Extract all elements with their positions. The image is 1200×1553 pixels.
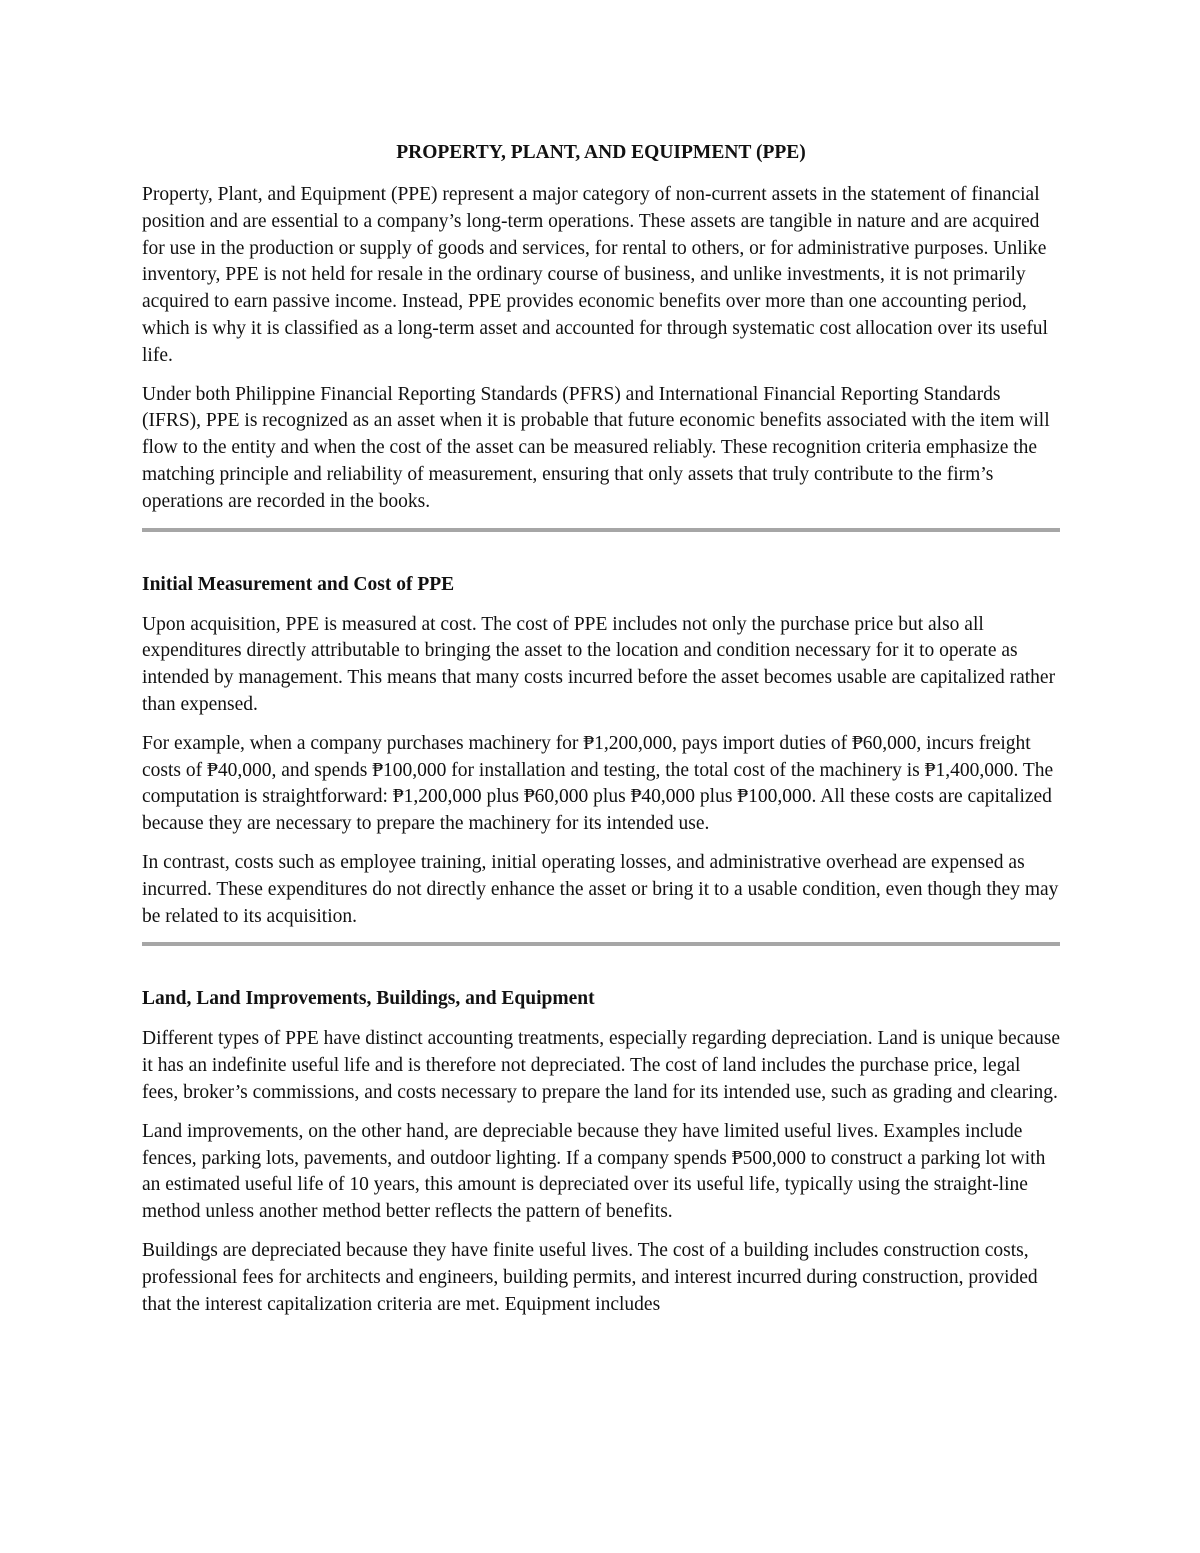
section-heading-initial-measurement: Initial Measurement and Cost of PPE	[142, 573, 455, 595]
document-body	[142, 140, 1060, 1330]
section-1-paragraph-2: For example, when a company purchases machinery for ₱1,200,000, pays import duties of ₱60,000, incurs freight costs of ₱40,000, and spends ₱100,000 for installation and testing, the total cost of the machinery is ₱1,400,000. The computation is straightforward: ₱1,200,000 plus ₱60,000 plus ₱40,000 plus ₱100,000. All these costs are capitalized because they are necessary to prepare the machinery for its intended use.	[142, 732, 1054, 835]
section-heading-land-buildings-equipment: Land, Land Improvements, Buildings, and Equipment	[142, 988, 595, 1010]
section-2-paragraph-2: Land improvements, on the other hand, are depreciable because they have limited useful lives. Examples include fences, parking lots, pavements, and outdoor lighting. If a company spends ₱500,000 to construct a parking lot with an estimated useful life of 10 years, this amount is depreciated over its useful life, typically using the straight-line method unless another method better reflects the pattern of benefits.	[142, 1120, 1046, 1223]
document-title: PROPERTY, PLANT, AND EQUIPMENT (PPE)	[396, 142, 806, 163]
section-1-paragraph-3: In contrast, costs such as employee training, initial operating losses, and administrative overhead are expensed as incurred. These expenditures do not directly enhance the asset or bring it to a usable condition, even though they may be related to its acquisition.	[142, 851, 1059, 927]
section-2-paragraph-1: Different types of PPE have distinct accounting treatments, especially regarding depreciation. Land is unique because it has an indefinite useful life and is therefore not depreciated. The cost of land includes the purchase price, legal fees, broker’s commissions, and costs necessary to prepare the land for its intended use, such as grading and clearing.	[142, 1028, 1061, 1103]
section-divider	[142, 528, 1060, 532]
section-2-paragraph-3: Buildings are depreciated because they have finite useful lives. The cost of a building includes construction costs, professional fees for architects and engineers, building permits, and interest incurred during construction, provided that the interest capitalization criteria are met. Equipment includes	[142, 1239, 1038, 1315]
intro-paragraph-1: Property, Plant, and Equipment (PPE) represent a major category of non-current assets in the statement of financial position and are essential to a company’s long-term operations. These assets are tangible in nature and are acquired for use in the production or supply of goods and services, for rental to others, or for administrative purposes. Unlike inventory, PPE is not held for resale in the ordinary course of business, and unlike investments, it is not primarily acquired to earn passive income. Instead, PPE provides economic benefits over more than one accounting period, which is why it is classified as a long-term asset and accounted for through systematic cost allocation over its useful life.	[142, 184, 1048, 366]
section-1-paragraph-1: Upon acquisition, PPE is measured at cost. The cost of PPE includes not only the purchase price but also all expenditures directly attributable to bringing the asset to the location and condition necessary for it to operate as intended by management. This means that many costs incurred before the asset becomes usable are capitalized rather than expensed.	[142, 613, 1056, 715]
intro-paragraph-2: Under both Philippine Financial Reporting Standards (PFRS) and International Financial Reporting Standards (IFRS), PPE is recognized as an asset when it is probable that future economic benefits associated with the item will flow to the entity and when the cost of the asset can be measured reliably. These recognition criteria emphasize the matching principle and reliability of measurement, ensuring that only assets that truly contribute to the firm’s operations are recorded in the books.	[142, 383, 1050, 512]
section-divider	[142, 942, 1060, 946]
